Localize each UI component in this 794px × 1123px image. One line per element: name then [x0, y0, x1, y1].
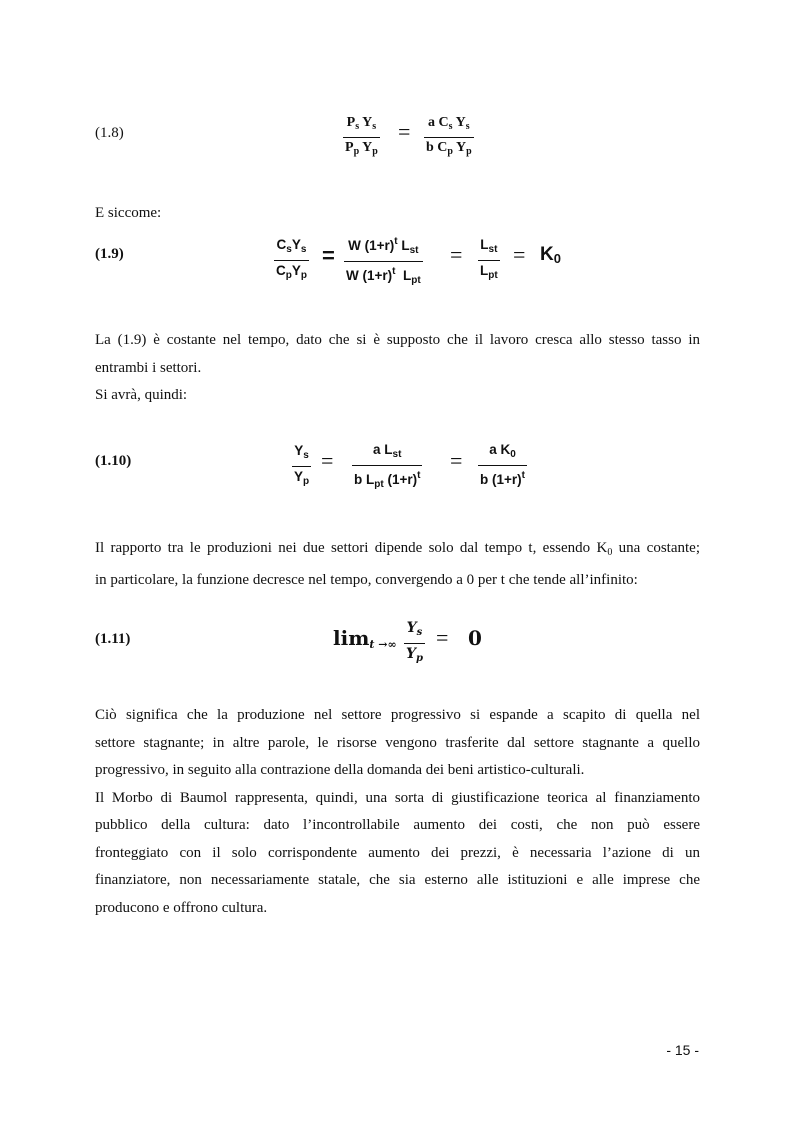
fraction: W $(1+r)^t$ $L_{st}$ W $(1+r)^t$ $L_{pt}$	[346, 236, 421, 286]
page-number: - 15 -	[666, 1042, 699, 1058]
fraction: a $C_s$ $Y_s$ b $C_p$ $Y_p$	[426, 115, 472, 157]
equation-label: (1.10)	[95, 453, 132, 469]
paragraph: Il rapporto tra le produzioni nei due settori dipende solo dal tempo t, essendo $K_0$ una costante; in particolare, la funzione decresce nel tempo, convergendo a 0 per t che tende all’infinito:	[95, 540, 700, 588]
equals-sign: =	[321, 448, 334, 473]
equation-label: (1.9)	[95, 246, 124, 262]
text-line: E siccome:	[95, 205, 162, 221]
limit-operator: $\lim_{t \to\infty}$	[333, 626, 397, 651]
fraction: $L_{st}$ $L_{pt}$	[480, 237, 498, 281]
equals-sign: =	[513, 242, 526, 267]
limit-result: 0	[468, 626, 482, 650]
equals-sign: =	[322, 243, 335, 268]
equation-label: (1.11)	[95, 631, 131, 647]
fraction: a $K_0$ b $(1+r)^t$	[480, 442, 525, 487]
paragraph: Ciò significa che la produzione nel settore progressivo si espande a scapito di quella nel settore stagnante; in altre parole, le risorse vengono trasferite dal settore stagnante a quello progressivo, in seguito alla contrazione della domanda dei beni artistico-culturali. Il Morbo di Baumol rappresenta, quindi, una sorta di giustificazione teorica al finanziamento pubblico della cultura: dato l’incontrollabile aumento dei costi, che non può essere fronteggiato con il solo corrispondente aumento dei prezzi, è necessaria l’azione di un finanziatore, non necessariamente statale, che sia esterno alle istituzioni e alle imprese che producono e offrono cultura.	[95, 707, 700, 916]
constant-k0: $K_0$	[540, 244, 561, 266]
equals-sign: =	[436, 625, 449, 650]
paragraph: La (1.9) è costante nel tempo, dato che si è supposto che il lavoro cresca allo stesso tasso in entrambi i settori. Si avrà, quindi:	[95, 332, 700, 403]
fraction: $P_s$ $Y_s$ $P_p$ $Y_p$	[345, 115, 378, 157]
fraction: a $L_{st}$ b $L_{pt}$ $(1+r)^t$	[354, 442, 421, 490]
fraction: $Y_s$ $Y_p$	[406, 620, 423, 664]
equation-label: (1.8)	[95, 125, 124, 141]
fraction: $Y_s$ $Y_p$	[294, 443, 310, 487]
fraction: $C_sY_s$ $C_pY_p$	[276, 237, 307, 281]
equals-sign: =	[398, 119, 411, 144]
equals-sign: =	[450, 448, 463, 473]
equals-sign: =	[450, 242, 463, 267]
